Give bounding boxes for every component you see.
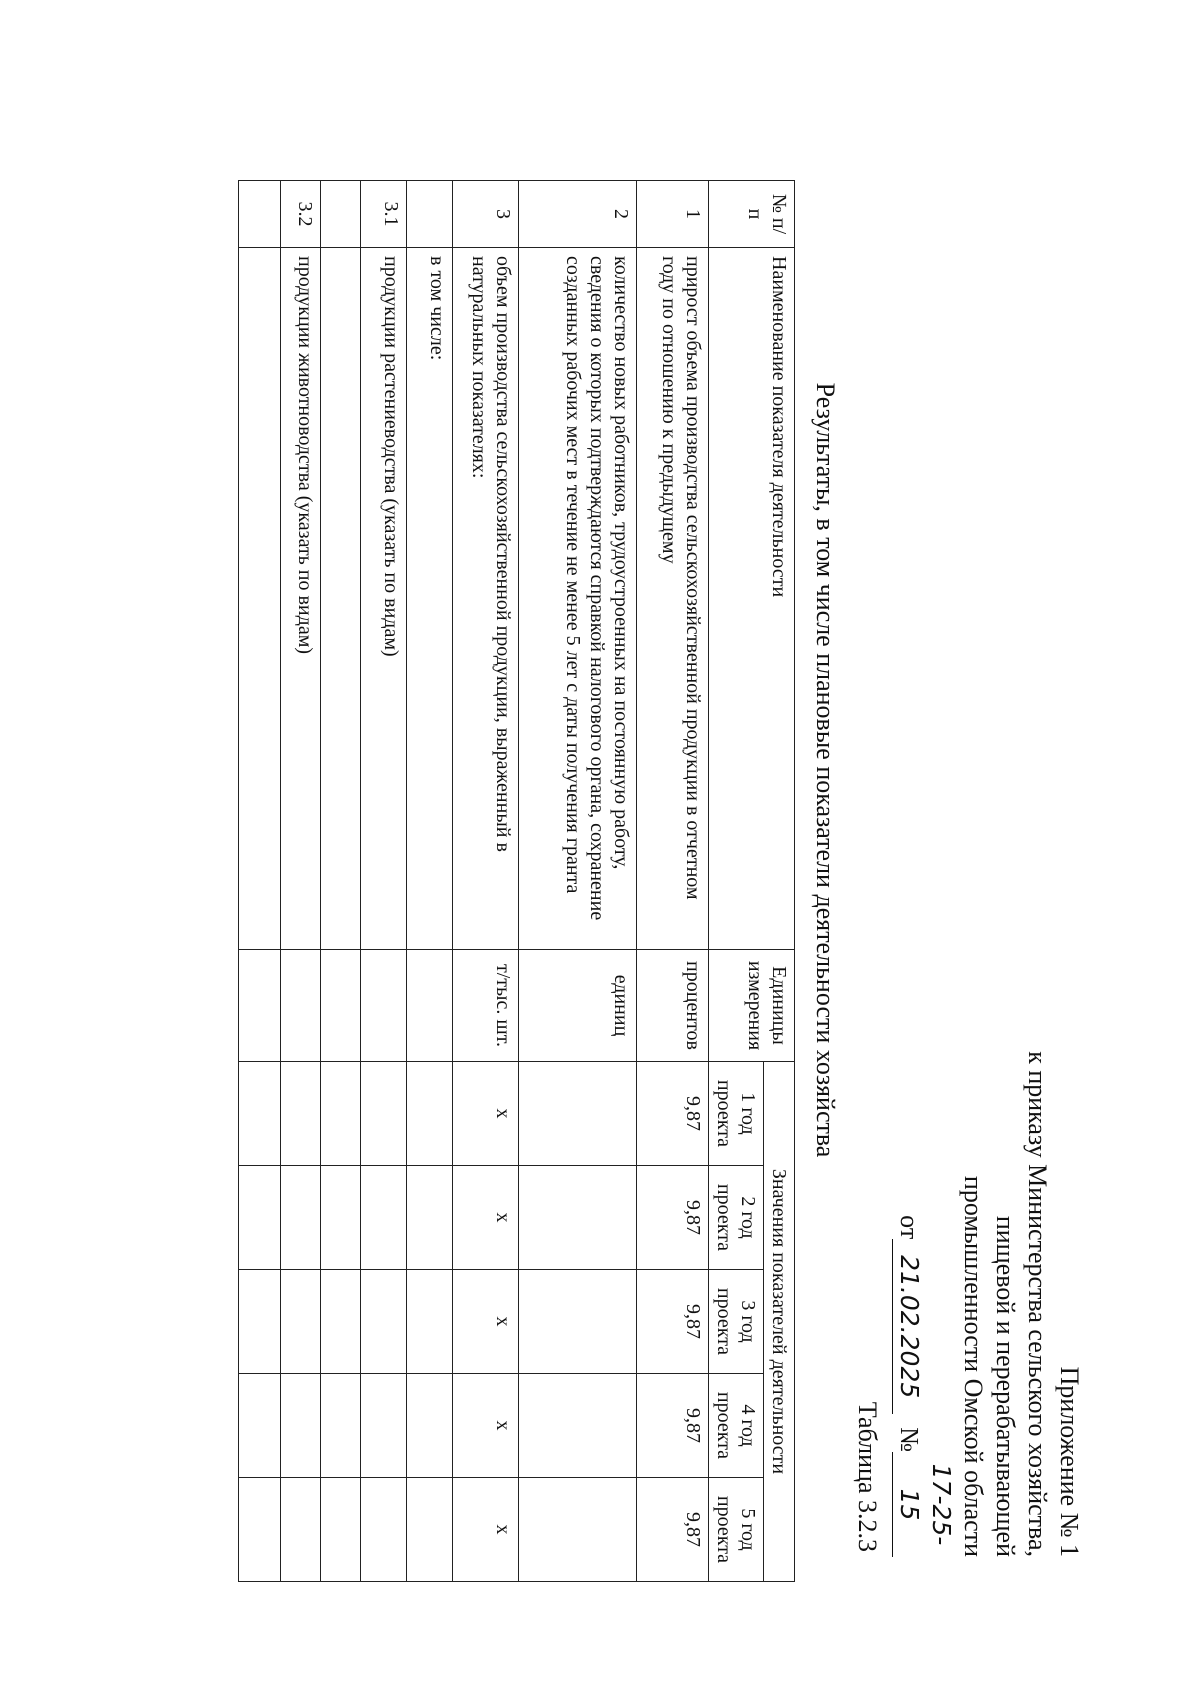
row-no xyxy=(239,181,281,248)
row-value: 9,87 xyxy=(637,1166,709,1270)
row-name xyxy=(239,248,281,950)
row-value xyxy=(519,1478,637,1582)
row-value xyxy=(321,1062,361,1166)
row-value xyxy=(239,1478,281,1582)
document-title: Результаты, в том числе плановые показатели деятельности хозяйства xyxy=(811,382,840,1158)
header-year-4: 4 год проекта xyxy=(709,1374,764,1478)
row-value: 9,87 xyxy=(637,1062,709,1166)
row-unit xyxy=(239,950,281,1062)
row-unit: единиц xyxy=(519,950,637,1062)
row-value xyxy=(361,1166,407,1270)
row-value: х xyxy=(453,1270,519,1374)
row-no xyxy=(407,181,453,248)
row-name: прирост объема производства сельскохозяйственной продукции в отчетном году по отношению к предыдущему xyxy=(637,248,709,950)
table-row xyxy=(281,181,321,1582)
row-value xyxy=(407,1478,453,1582)
row-value xyxy=(519,1270,637,1374)
header-name: Наименование показателя деятельности xyxy=(709,248,795,950)
row-value: х xyxy=(453,1478,519,1582)
row-value xyxy=(361,1270,407,1374)
row-value xyxy=(407,1062,453,1166)
row-value xyxy=(361,1062,407,1166)
row-unit xyxy=(361,950,407,1062)
header-unit: Единицы измерения xyxy=(709,950,795,1062)
row-no: 1 xyxy=(637,181,709,248)
row-unit xyxy=(407,950,453,1062)
row-value xyxy=(239,1062,281,1166)
header-year-2: 2 год проекта xyxy=(709,1166,764,1270)
order-date: 21.02.2025 xyxy=(892,1239,925,1414)
row-value xyxy=(281,1374,321,1478)
table-row xyxy=(407,181,453,1582)
row-value xyxy=(321,1166,361,1270)
table-header-row xyxy=(764,181,795,1582)
row-value xyxy=(321,1478,361,1582)
row-value xyxy=(519,1374,637,1478)
order-number: 17-25-15 xyxy=(892,1452,957,1557)
row-value: 9,87 xyxy=(637,1478,709,1582)
header-no: № п/п xyxy=(709,181,795,248)
order-date-number xyxy=(892,1051,957,1557)
row-value xyxy=(321,1374,361,1478)
row-unit xyxy=(281,950,321,1062)
row-value: х xyxy=(453,1374,519,1478)
row-value: 9,87 xyxy=(637,1374,709,1478)
row-value xyxy=(519,1062,637,1166)
appendix-number: Приложение № 1 xyxy=(1055,1366,1084,1557)
row-no xyxy=(321,181,361,248)
number-label: № xyxy=(895,1427,924,1452)
table-row xyxy=(361,181,407,1582)
row-value xyxy=(519,1166,637,1270)
row-no: 3.1 xyxy=(361,181,407,248)
row-value: 9,87 xyxy=(637,1270,709,1374)
from-label: от xyxy=(895,1215,924,1240)
table-row xyxy=(453,181,519,1582)
row-value xyxy=(407,1374,453,1478)
row-value xyxy=(321,1270,361,1374)
row-value xyxy=(407,1270,453,1374)
row-name: в том числе: xyxy=(407,248,453,950)
row-value xyxy=(361,1478,407,1582)
row-value xyxy=(281,1478,321,1582)
row-unit xyxy=(321,950,361,1062)
table-label: Таблица 3.2.3 xyxy=(853,1401,882,1552)
row-value xyxy=(239,1166,281,1270)
row-name: продукции растениеводства (указать по видам) xyxy=(361,248,407,950)
row-unit: т/тыс. шт. xyxy=(453,950,519,1062)
order-reference: к приказу Министерства сельского хозяйства, xyxy=(1023,1051,1052,1557)
row-value xyxy=(281,1062,321,1166)
row-unit: процентов xyxy=(637,950,709,1062)
row-no: 2 xyxy=(519,181,637,248)
header-values-group: Значения показателей деятельности xyxy=(764,1062,795,1582)
ministry-name-cont: пищевой и перерабатывающей xyxy=(991,1215,1020,1557)
row-value: х xyxy=(453,1166,519,1270)
row-value xyxy=(361,1374,407,1478)
region-name: промышленности Омской области xyxy=(959,1175,988,1557)
header-year-3: 3 год проекта xyxy=(709,1270,764,1374)
table-row xyxy=(519,181,637,1582)
row-name xyxy=(321,248,361,950)
row-value: х xyxy=(453,1062,519,1166)
row-no: 3 xyxy=(453,181,519,248)
table-row xyxy=(239,181,281,1582)
header-year-5: 5 год проекта xyxy=(709,1478,764,1582)
row-value xyxy=(407,1166,453,1270)
row-no: 3.2 xyxy=(281,181,321,248)
row-name: объем производства сельскохозяйственной продукции, выраженный в натуральных показателях: xyxy=(453,248,519,950)
appendix-header xyxy=(892,1051,1085,1557)
indicators-table xyxy=(238,180,795,1582)
row-value xyxy=(281,1270,321,1374)
row-name: продукции животноводства (указать по видам) xyxy=(281,248,321,950)
header-year-1: 1 год проекта xyxy=(709,1062,764,1166)
row-value xyxy=(239,1374,281,1478)
row-name: количество новых работников, трудоустроенных на постоянную работу, сведения о которых подтверждаются справкой налогового органа, сохранение созданных рабочих мест в течение не менее 5 лет с даты получения гранта xyxy=(519,248,637,950)
table-row xyxy=(321,181,361,1582)
row-value xyxy=(281,1166,321,1270)
table-row xyxy=(637,181,709,1582)
row-value xyxy=(239,1270,281,1374)
